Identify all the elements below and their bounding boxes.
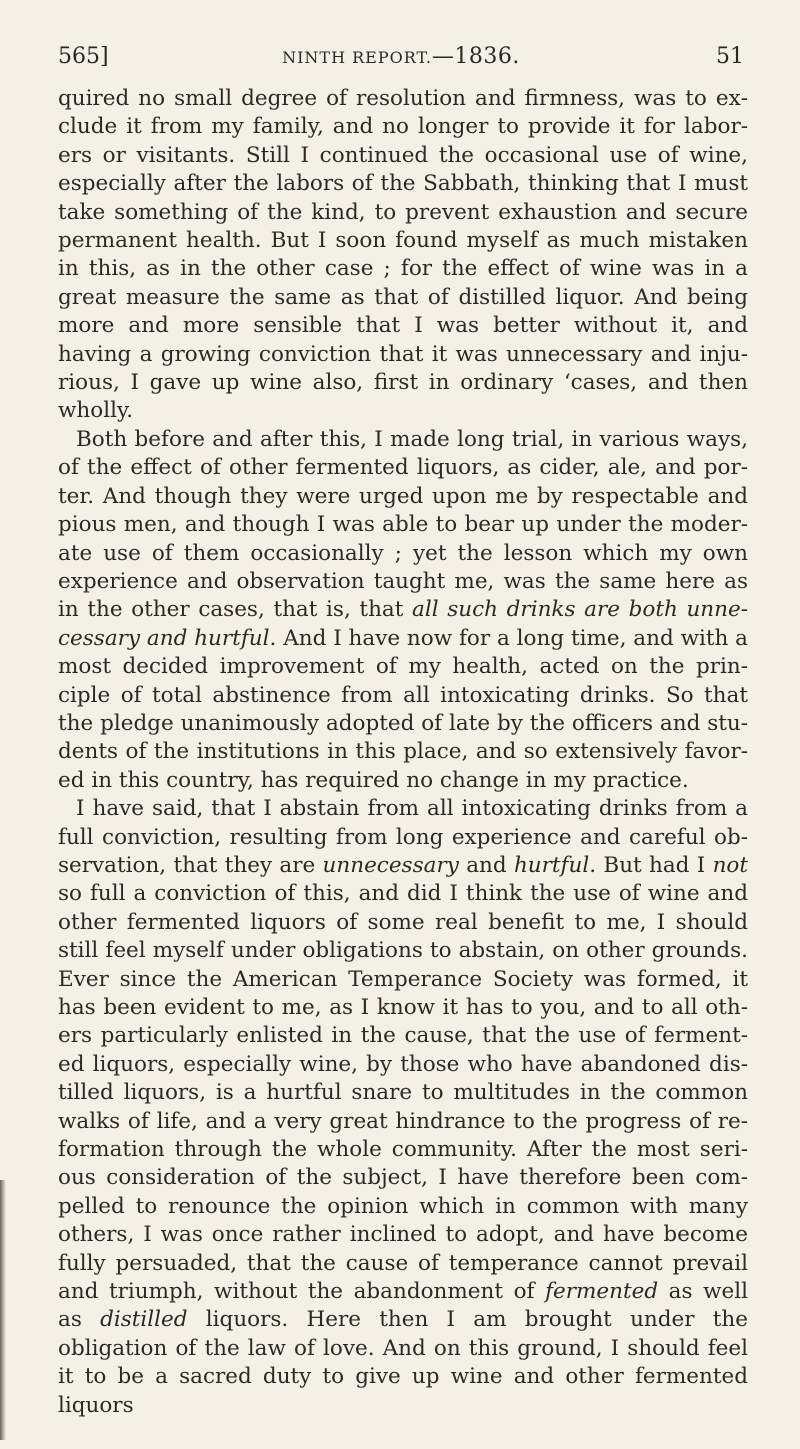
text-run: liquors. Here then I am brought under the obligation of the law of love. And on this ground, I should feel it to be a sacred duty to give up wine and other fermented liquors [58, 1307, 748, 1418]
text-run: so full a conviction of this, and did I think the use of wine and other fermented liquors of some real benefit to me, I should still feel myself under obligations to abstain, on other grounds. Ever since the American Temperance Society was formed, it has been evident to me, as I know it has to you, and to all others particularly enlisted in the cause, that the use of fermented liquors, especially wine, by those who have abandoned distilled liquors, is a hurtful snare to multitudes in the common walks of life, and a very great hindrance to the progress of reformation through the whole community. After the most serious consideration of the subject, I have therefore been compelled to renounce the opinion which in common with many others, I was once rather inclined to adopt, and have become fully persuaded, that the cause of temperance cannot prevail and triumph, without the abandonment of [58, 881, 748, 1305]
italic-text: all such drinks are both unnecessary and hurtful. [58, 597, 748, 651]
text-run: as well as [58, 1279, 748, 1333]
running-head-title [58, 44, 744, 69]
italic-text: not [712, 852, 748, 878]
running-head-prefix: NINTH REPORT. [282, 48, 432, 67]
text-run: And I have now for a long time, and with a most decided improvement of my health, acted on the principle of total abstinence from all intoxicating drinks. So that the pledge unanimously adopted of late by the officers and students of the institutions in this place, and so extensively favored in this country, has required no change in my practice. [58, 625, 749, 793]
paragraph [58, 85, 748, 426]
running-head-year: —1836. [431, 44, 520, 69]
italic-text: unnecessary [322, 852, 459, 878]
text-run: quired no small degree of resolution and firmness, was to exclude it from my family, and no longer to provide it for laborers or visitants. Still I continued the occasional use of wine, especially after the labors of the Sabbath, thinking that I must take something of the kind, to prevent exhaustion and secure permanent health. But I soon found myself as much mistaken in this, as in the other case ; for the effect of wine was in a great measure the same as that of distilled liquor. And being more and more sensible that I was better without it, and having a growing conviction that it was unnecessary and injurious, I gave up wine also, first in ordinary ‘cases, and then wholly. [58, 86, 748, 424]
body-text [58, 85, 748, 1420]
binding-shadow [0, 1180, 6, 1440]
running-header [58, 44, 744, 76]
text-run: I have said, that I abstain from all intoxicating drinks from a full conviction, resulting from long experience and careful observation, that they are [58, 796, 748, 878]
page-reference: 565] [58, 44, 109, 69]
italic-text: distilled [100, 1307, 188, 1333]
page-number: 51 [716, 44, 744, 69]
paragraph [58, 795, 748, 1420]
italic-text: hurtful. [513, 852, 597, 878]
text-run: Both before and after this, I made long trial, in various ways, of the effect of other fermented liquors, as cider, ale, and porter. And though they were urged upon me by respectable and pious men, and though I was able to bear up under the moderate use of them occasionally ; yet the lesson which my own experience and observation taught me, was the same here as in the other cases, that is, that [58, 426, 748, 623]
paragraph [58, 426, 748, 795]
italic-text: fermented [545, 1279, 659, 1305]
text-run: and [458, 852, 514, 878]
text-run: But had I [596, 852, 713, 878]
